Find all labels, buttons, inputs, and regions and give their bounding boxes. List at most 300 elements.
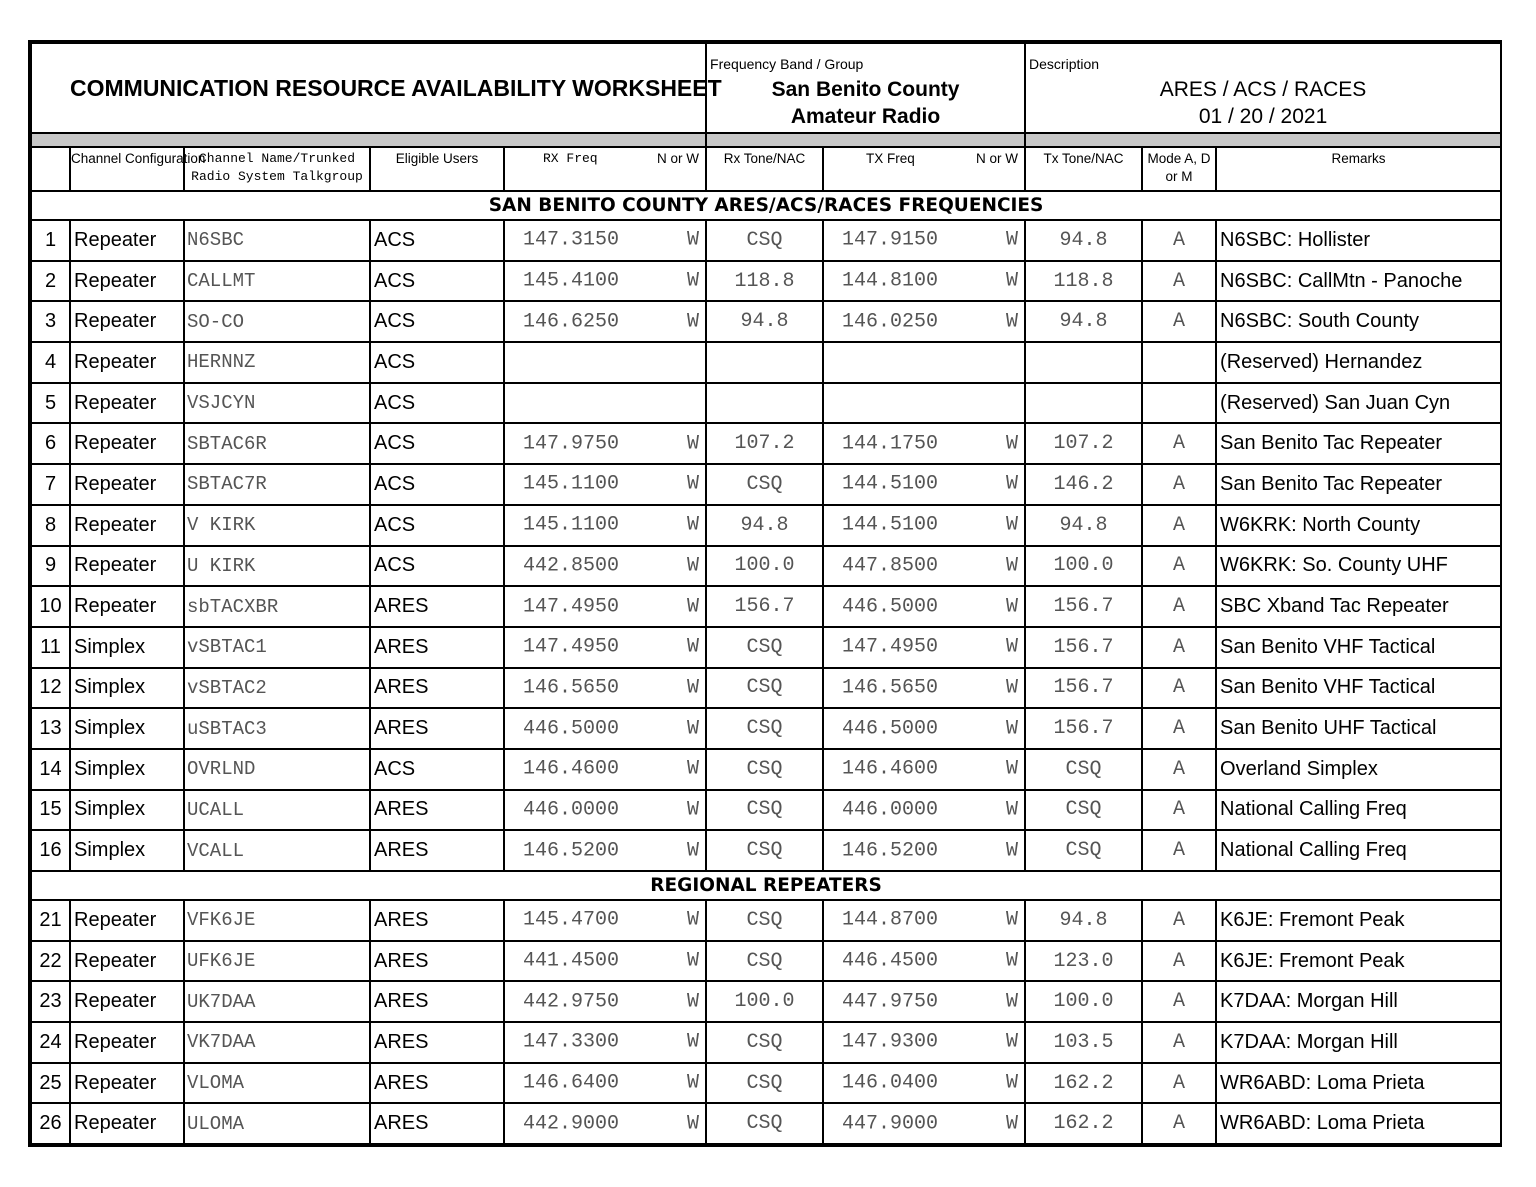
rx-tone: 94.8 xyxy=(706,505,823,546)
channel-name: VK7DAA xyxy=(184,1022,370,1063)
channel-config: Repeater xyxy=(70,1103,184,1144)
remarks: N6SBC: Hollister xyxy=(1216,220,1501,261)
col-tx xyxy=(823,147,1025,191)
mode: A xyxy=(1142,627,1216,668)
table-row xyxy=(31,586,1501,627)
rx-cell xyxy=(504,790,706,831)
tx-cell xyxy=(823,790,1025,831)
channel-number: 25 xyxy=(31,1063,70,1104)
rx-nw: W xyxy=(687,1071,700,1095)
remarks: San Benito Tac Repeater xyxy=(1216,423,1501,464)
channel-config: Simplex xyxy=(70,790,184,831)
col-rx-nw: N or W xyxy=(657,151,700,166)
col-tx-tone: Tx Tone/NAC xyxy=(1025,147,1142,191)
header-row xyxy=(31,43,1501,133)
channel-config: Repeater xyxy=(70,546,184,587)
channel-config: Repeater xyxy=(70,423,184,464)
col-tx-nw: N or W xyxy=(976,151,1019,166)
tx-freq: 144.5100 xyxy=(842,472,939,496)
mode: A xyxy=(1142,546,1216,587)
eligible-users: ARES xyxy=(370,941,504,982)
tx-tone: 123.0 xyxy=(1025,941,1142,982)
rx-freq: 145.1100 xyxy=(523,513,620,537)
tx-tone: 156.7 xyxy=(1025,668,1142,709)
table-row xyxy=(31,627,1501,668)
mode: A xyxy=(1142,423,1216,464)
tx-tone: 107.2 xyxy=(1025,423,1142,464)
tx-freq: 146.4600 xyxy=(842,757,939,781)
rx-freq: 147.3300 xyxy=(523,1030,620,1054)
channel-config: Simplex xyxy=(70,830,184,871)
eligible-users: ARES xyxy=(370,1103,504,1144)
rx-tone: CSQ xyxy=(706,708,823,749)
tx-tone: 94.8 xyxy=(1025,505,1142,546)
rx-freq: 145.4700 xyxy=(523,908,620,932)
tx-nw: W xyxy=(1006,595,1019,619)
rx-tone: CSQ xyxy=(706,627,823,668)
tx-freq: 146.5200 xyxy=(842,839,939,863)
tx-cell xyxy=(823,1063,1025,1104)
rx-freq: 146.6400 xyxy=(523,1071,620,1095)
remarks: K6JE: Fremont Peak xyxy=(1216,900,1501,941)
tx-freq: 446.0000 xyxy=(842,798,939,822)
rx-tone: 156.7 xyxy=(706,586,823,627)
tx-freq: 146.0250 xyxy=(842,310,939,334)
table-row xyxy=(31,749,1501,790)
channel-number: 9 xyxy=(31,546,70,587)
rx-cell xyxy=(504,749,706,790)
channel-name: HERNNZ xyxy=(184,342,370,383)
col-rx xyxy=(504,147,706,191)
rx-tone xyxy=(706,342,823,383)
channel-number: 3 xyxy=(31,301,70,342)
channel-name: vSBTAC2 xyxy=(184,668,370,709)
tx-tone: 146.2 xyxy=(1025,464,1142,505)
rx-nw: W xyxy=(687,228,700,252)
remarks: K7DAA: Morgan Hill xyxy=(1216,1022,1501,1063)
channel-number: 11 xyxy=(31,627,70,668)
tx-freq: 447.9750 xyxy=(842,990,939,1014)
tx-freq: 446.4500 xyxy=(842,949,939,973)
rx-freq: 146.6250 xyxy=(523,310,620,334)
rx-cell xyxy=(504,830,706,871)
tx-nw: W xyxy=(1006,432,1019,456)
rx-cell xyxy=(504,464,706,505)
tx-nw: W xyxy=(1006,949,1019,973)
mode: A xyxy=(1142,830,1216,871)
tx-nw: W xyxy=(1006,990,1019,1014)
rx-tone: CSQ xyxy=(706,790,823,831)
eligible-users: ARES xyxy=(370,1063,504,1104)
remarks: N6SBC: South County xyxy=(1216,301,1501,342)
tx-freq: 144.5100 xyxy=(842,513,939,537)
table-row xyxy=(31,383,1501,424)
rx-cell xyxy=(504,261,706,302)
tx-nw: W xyxy=(1006,472,1019,496)
tx-freq: 447.8500 xyxy=(842,554,939,578)
channel-number: 10 xyxy=(31,586,70,627)
channel-config: Repeater xyxy=(70,941,184,982)
rx-nw: W xyxy=(687,1030,700,1054)
rx-cell xyxy=(504,301,706,342)
rx-nw: W xyxy=(687,269,700,293)
eligible-users: ACS xyxy=(370,749,504,790)
eligible-users: ACS xyxy=(370,301,504,342)
rx-nw: W xyxy=(687,757,700,781)
section-header-row xyxy=(31,871,1501,900)
rx-tone xyxy=(706,383,823,424)
mode: A xyxy=(1142,220,1216,261)
table-row xyxy=(31,1022,1501,1063)
rx-nw: W xyxy=(687,990,700,1014)
tx-cell xyxy=(823,505,1025,546)
tx-cell xyxy=(823,383,1025,424)
channel-number: 21 xyxy=(31,900,70,941)
tx-cell xyxy=(823,708,1025,749)
table-row xyxy=(31,1063,1501,1104)
rx-freq: 442.9000 xyxy=(523,1112,620,1136)
rx-freq: 146.5200 xyxy=(523,839,620,863)
rx-nw: W xyxy=(687,554,700,578)
tx-nw: W xyxy=(1006,513,1019,537)
tx-cell xyxy=(823,342,1025,383)
channel-config: Repeater xyxy=(70,342,184,383)
rx-nw: W xyxy=(687,717,700,741)
rx-cell xyxy=(504,546,706,587)
table-row xyxy=(31,830,1501,871)
band-line1: San Benito County xyxy=(771,78,960,101)
tx-freq: 144.8100 xyxy=(842,269,939,293)
col-rx-tone: Rx Tone/NAC xyxy=(706,147,823,191)
section-header-row xyxy=(31,191,1501,220)
section-title: SAN BENITO COUNTY ARES/ACS/RACES FREQUENCIES xyxy=(31,191,1501,220)
rx-nw: W xyxy=(687,310,700,334)
channel-name: VCALL xyxy=(184,830,370,871)
channel-name: VSJCYN xyxy=(184,383,370,424)
tx-tone: 103.5 xyxy=(1025,1022,1142,1063)
tx-cell xyxy=(823,261,1025,302)
rx-cell xyxy=(504,981,706,1022)
tx-freq: 147.4950 xyxy=(842,635,939,659)
rx-nw: W xyxy=(687,1112,700,1136)
tx-tone xyxy=(1025,342,1142,383)
worksheet xyxy=(28,40,1502,1147)
eligible-users: ACS xyxy=(370,220,504,261)
tx-nw: W xyxy=(1006,1030,1019,1054)
gray-separator xyxy=(31,133,1501,147)
rx-cell xyxy=(504,708,706,749)
channel-config: Repeater xyxy=(70,261,184,302)
channel-name: vSBTAC1 xyxy=(184,627,370,668)
mode: A xyxy=(1142,1063,1216,1104)
table-row xyxy=(31,505,1501,546)
rx-nw: W xyxy=(687,635,700,659)
remarks: W6KRK: North County xyxy=(1216,505,1501,546)
col-num xyxy=(31,147,70,191)
channel-number: 26 xyxy=(31,1103,70,1144)
eligible-users: ACS xyxy=(370,261,504,302)
remarks: San Benito VHF Tactical xyxy=(1216,668,1501,709)
mode: A xyxy=(1142,981,1216,1022)
channel-number: 1 xyxy=(31,220,70,261)
rx-tone: CSQ xyxy=(706,941,823,982)
mode: A xyxy=(1142,505,1216,546)
table-row xyxy=(31,423,1501,464)
tx-freq: 144.1750 xyxy=(842,432,939,456)
rx-nw: W xyxy=(687,595,700,619)
eligible-users: ACS xyxy=(370,546,504,587)
table-row xyxy=(31,790,1501,831)
rx-tone: 100.0 xyxy=(706,981,823,1022)
tx-nw: W xyxy=(1006,269,1019,293)
channel-name: N6SBC xyxy=(184,220,370,261)
rx-nw: W xyxy=(687,472,700,496)
rx-cell xyxy=(504,668,706,709)
channel-number: 8 xyxy=(31,505,70,546)
tx-cell xyxy=(823,981,1025,1022)
tx-freq: 446.5000 xyxy=(842,595,939,619)
tx-nw: W xyxy=(1006,1112,1019,1136)
eligible-users: ACS xyxy=(370,423,504,464)
tx-cell xyxy=(823,627,1025,668)
rx-freq: 147.4950 xyxy=(523,635,620,659)
band-label: Frequency Band / Group xyxy=(710,56,864,72)
rx-tone: CSQ xyxy=(706,464,823,505)
tx-cell xyxy=(823,830,1025,871)
channel-number: 5 xyxy=(31,383,70,424)
channel-name: ULOMA xyxy=(184,1103,370,1144)
remarks: (Reserved) San Juan Cyn xyxy=(1216,383,1501,424)
rx-tone: CSQ xyxy=(706,830,823,871)
col-tx-freq: TX Freq xyxy=(866,151,915,166)
tx-nw: W xyxy=(1006,839,1019,863)
page-title: COMMUNICATION RESOURCE AVAILABILITY WORKSHEET xyxy=(31,43,706,133)
mode: A xyxy=(1142,900,1216,941)
rx-nw: W xyxy=(687,949,700,973)
rx-freq: 446.5000 xyxy=(523,717,620,741)
mode: A xyxy=(1142,586,1216,627)
eligible-users: ACS xyxy=(370,383,504,424)
tx-tone: 100.0 xyxy=(1025,546,1142,587)
table-row xyxy=(31,342,1501,383)
mode xyxy=(1142,383,1216,424)
channel-config: Simplex xyxy=(70,749,184,790)
eligible-users: ACS xyxy=(370,505,504,546)
tx-tone: 162.2 xyxy=(1025,1103,1142,1144)
tx-tone: 94.8 xyxy=(1025,900,1142,941)
tx-nw: W xyxy=(1006,676,1019,700)
column-header-row xyxy=(31,147,1501,191)
tx-cell xyxy=(823,941,1025,982)
tx-nw: W xyxy=(1006,554,1019,578)
channel-config: Simplex xyxy=(70,627,184,668)
channel-name: sbTACXBR xyxy=(184,586,370,627)
mode: A xyxy=(1142,261,1216,302)
remarks: WR6ABD: Loma Prieta xyxy=(1216,1063,1501,1104)
channel-name: SO-CO xyxy=(184,301,370,342)
rx-cell xyxy=(504,586,706,627)
rx-freq: 441.4500 xyxy=(523,949,620,973)
eligible-users: ARES xyxy=(370,708,504,749)
tx-freq: 146.5650 xyxy=(842,676,939,700)
tx-tone: 118.8 xyxy=(1025,261,1142,302)
remarks: W6KRK: So. County UHF xyxy=(1216,546,1501,587)
tx-tone: CSQ xyxy=(1025,790,1142,831)
remarks: San Benito UHF Tactical xyxy=(1216,708,1501,749)
tx-tone: CSQ xyxy=(1025,749,1142,790)
tx-cell xyxy=(823,220,1025,261)
desc-cell xyxy=(1025,43,1501,133)
table-row xyxy=(31,708,1501,749)
rx-nw: W xyxy=(687,432,700,456)
channel-number: 15 xyxy=(31,790,70,831)
eligible-users: ARES xyxy=(370,668,504,709)
tx-nw: W xyxy=(1006,798,1019,822)
channel-config: Simplex xyxy=(70,708,184,749)
rx-tone: CSQ xyxy=(706,749,823,790)
section-title: REGIONAL REPEATERS xyxy=(31,871,1501,900)
tx-cell xyxy=(823,749,1025,790)
rx-freq: 146.4600 xyxy=(523,757,620,781)
tx-cell xyxy=(823,464,1025,505)
mode: A xyxy=(1142,668,1216,709)
table-row xyxy=(31,464,1501,505)
channel-number: 6 xyxy=(31,423,70,464)
tx-nw: W xyxy=(1006,908,1019,932)
channel-name: UCALL xyxy=(184,790,370,831)
tx-nw: W xyxy=(1006,757,1019,781)
tx-tone: 100.0 xyxy=(1025,981,1142,1022)
desc-line1: ARES / ACS / RACES xyxy=(1159,78,1367,101)
mode: A xyxy=(1142,790,1216,831)
channel-config: Repeater xyxy=(70,586,184,627)
col-mode: Mode A, D or M xyxy=(1142,147,1216,191)
channel-name: UK7DAA xyxy=(184,981,370,1022)
eligible-users: ARES xyxy=(370,981,504,1022)
rx-freq: 442.8500 xyxy=(523,554,620,578)
eligible-users: ARES xyxy=(370,900,504,941)
rx-nw: W xyxy=(687,798,700,822)
tx-freq: 146.0400 xyxy=(842,1071,939,1095)
rx-freq: 446.0000 xyxy=(523,798,620,822)
table-row xyxy=(31,546,1501,587)
remarks: K7DAA: Morgan Hill xyxy=(1216,981,1501,1022)
rx-cell xyxy=(504,342,706,383)
channel-config: Simplex xyxy=(70,668,184,709)
tx-tone: 156.7 xyxy=(1025,586,1142,627)
channel-name: UFK6JE xyxy=(184,941,370,982)
rx-freq: 442.9750 xyxy=(523,990,620,1014)
tx-cell xyxy=(823,423,1025,464)
remarks: SBC Xband Tac Repeater xyxy=(1216,586,1501,627)
tx-nw: W xyxy=(1006,1071,1019,1095)
remarks: Overland Simplex xyxy=(1216,749,1501,790)
rx-freq: 147.4950 xyxy=(523,595,620,619)
table-row xyxy=(31,261,1501,302)
channel-number: 2 xyxy=(31,261,70,302)
mode: A xyxy=(1142,301,1216,342)
rx-cell xyxy=(504,1022,706,1063)
mode xyxy=(1142,342,1216,383)
rx-cell xyxy=(504,1103,706,1144)
col-users: Eligible Users xyxy=(370,147,504,191)
tx-freq: 144.8700 xyxy=(842,908,939,932)
tx-freq: 446.5000 xyxy=(842,717,939,741)
tx-freq: 447.9000 xyxy=(842,1112,939,1136)
tx-nw: W xyxy=(1006,228,1019,252)
channel-config: Repeater xyxy=(70,981,184,1022)
channel-config: Repeater xyxy=(70,1022,184,1063)
rx-nw: W xyxy=(687,513,700,537)
desc-line2: 01 / 20 / 2021 xyxy=(1198,105,1328,128)
rx-cell xyxy=(504,900,706,941)
tx-nw: W xyxy=(1006,635,1019,659)
col-config: Channel Configuration xyxy=(70,147,184,191)
rx-nw: W xyxy=(687,908,700,932)
rx-freq: 147.9750 xyxy=(523,432,620,456)
tx-tone: 162.2 xyxy=(1025,1063,1142,1104)
tx-nw: W xyxy=(1006,717,1019,741)
mode: A xyxy=(1142,941,1216,982)
channel-name: uSBTAC3 xyxy=(184,708,370,749)
channel-number: 22 xyxy=(31,941,70,982)
rx-tone: 118.8 xyxy=(706,261,823,302)
rx-freq: 147.3150 xyxy=(523,228,620,252)
eligible-users: ACS xyxy=(370,464,504,505)
channel-number: 16 xyxy=(31,830,70,871)
tx-freq: 147.9300 xyxy=(842,1030,939,1054)
mode: A xyxy=(1142,708,1216,749)
tx-cell xyxy=(823,900,1025,941)
rx-cell xyxy=(504,1063,706,1104)
rx-freq: 146.5650 xyxy=(523,676,620,700)
tx-cell xyxy=(823,1103,1025,1144)
remarks: K6JE: Fremont Peak xyxy=(1216,941,1501,982)
rx-cell xyxy=(504,941,706,982)
band-cell xyxy=(706,43,1025,133)
rx-nw: W xyxy=(687,676,700,700)
tx-tone: 94.8 xyxy=(1025,301,1142,342)
channel-number: 12 xyxy=(31,668,70,709)
rx-cell xyxy=(504,627,706,668)
rx-tone: CSQ xyxy=(706,220,823,261)
eligible-users: ARES xyxy=(370,627,504,668)
eligible-users: ARES xyxy=(370,790,504,831)
rx-tone: CSQ xyxy=(706,668,823,709)
col-name: Channel Name/Trunked Radio System Talkgroup xyxy=(184,147,370,191)
channel-config: Repeater xyxy=(70,1063,184,1104)
worksheet-table xyxy=(30,42,1502,1145)
rx-tone: 94.8 xyxy=(706,301,823,342)
channel-number: 23 xyxy=(31,981,70,1022)
rx-tone: 107.2 xyxy=(706,423,823,464)
remarks: WR6ABD: Loma Prieta xyxy=(1216,1103,1501,1144)
desc-label: Description xyxy=(1029,56,1100,72)
rx-tone: CSQ xyxy=(706,900,823,941)
channel-number: 4 xyxy=(31,342,70,383)
channel-config: Repeater xyxy=(70,464,184,505)
eligible-users: ACS xyxy=(370,342,504,383)
channel-name: SBTAC6R xyxy=(184,423,370,464)
remarks: National Calling Freq xyxy=(1216,830,1501,871)
remarks: N6SBC: CallMtn - Panoche xyxy=(1216,261,1501,302)
band-line2: Amateur Radio xyxy=(790,105,941,128)
table-row xyxy=(31,900,1501,941)
channel-name: VLOMA xyxy=(184,1063,370,1104)
rx-cell xyxy=(504,423,706,464)
rx-nw: W xyxy=(687,839,700,863)
mode: A xyxy=(1142,1103,1216,1144)
